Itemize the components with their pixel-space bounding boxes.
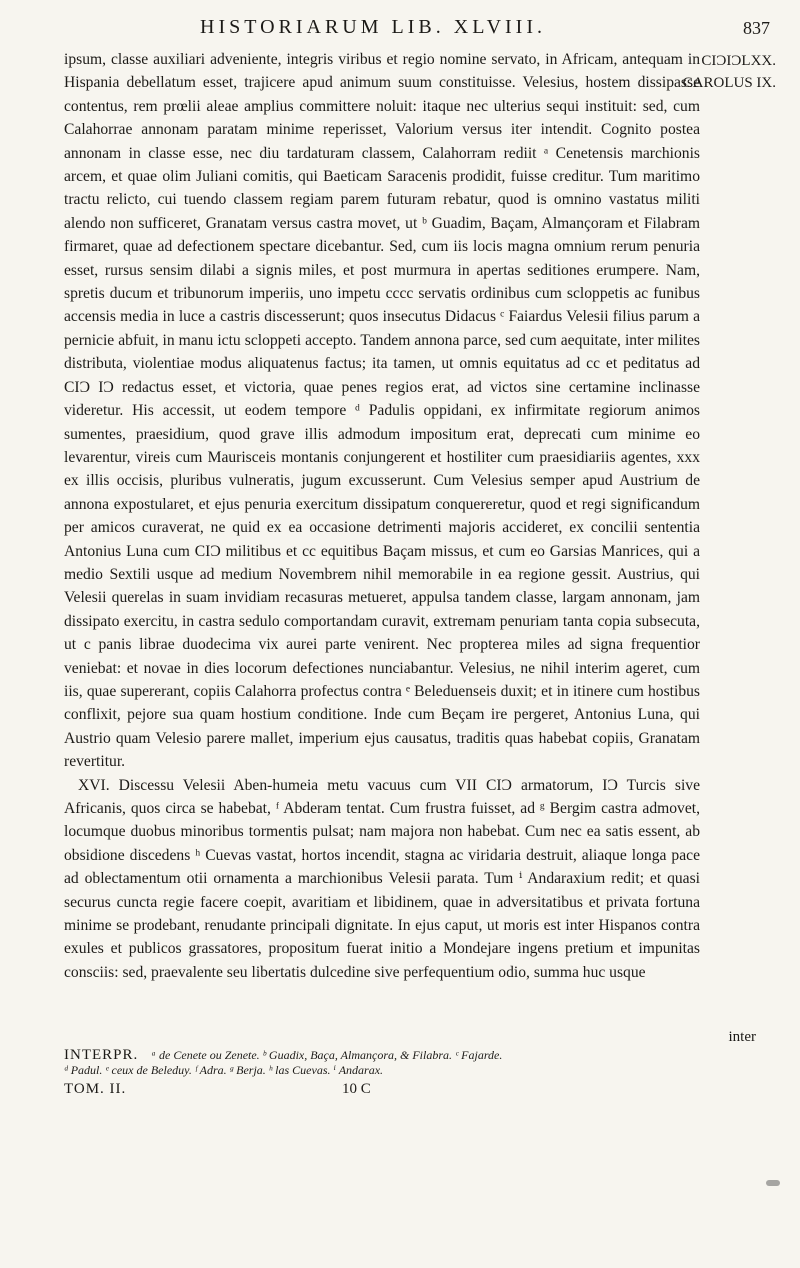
main-text [64, 48, 700, 984]
footnotes-lead: INTERPR. [64, 1047, 139, 1063]
footnotes-line-2: ᵈ Padul. ᵉ ceux de Beleduy. ᶠ Adra. ᵍ Berja. ʰ las Cuevas. ⁱ Andarax. [64, 1063, 384, 1077]
running-title: HISTORIARUM LIB. XLVIII. [200, 16, 546, 38]
footnotes-line-1: ᵃ de Cenete ou Zenete. ᵇ Guadix, Baça, Almançora, & Filabra. ᶜ Fajarde. [151, 1048, 503, 1062]
paragraph-2: XVI. Discessu Velesii Aben-humeia metu vacuus cum VII CIƆ armatorum, IƆ Turcis sive Africanis, quos circa se habebat, ᶠ Abderam tentat. Cum frustra fuisset, ad ᵍ Bergim castra admovet, locumque duobus minoribus tormentis pulsat; nam majora non habebat. Cum nec ea satis essent, ab obsidione discedens ʰ Cuevas vastat, hortos incendit, stagna ac viridaria destruit, aliaque longa pace ad oblectamentum otii ornamenta a marchionibus Velesii parata. Tum ⁱ Andaraxium redit; et quasi securus cuncta regie facere coepit, avaritiam et libidinem, quae in adversitatibus et privata fortuna minime se prodebant, renudante principali dignitate. In ejus caput, ut moris est inter Hispanos contra exules et publicos grassatores, propositum fuerat initio a Mondejare ingens pretium et impunitas consciis: sed, praevalente seu libertatis dulcedine sive perfequentium odio, summa huc usque [64, 776, 700, 981]
page-header [0, 16, 800, 44]
ink-blot [766, 1180, 780, 1186]
paragraph-1: ipsum, classe auxiliari adveniente, integris viribus et regio nomine servato, in Africam, antequam in Hispania debellatum esset, trajicere apud animum suum constituisse. Velesius, hostem dissipasse contentus, rem prœlii aleae amplius committere noluit: itaque nec ulterius sequi instituit: sed, cum Calahorrae annonam paratam minime reperisset, Valorium versus iter intendit. Cognito postea annonam in classe esse, nec diu tardaturam classem, Calahorram rediit ᵃ Cenetensis marchionis arcem, et quae olim Juliani comitis, qui Baeticam Saracenis prodidit, fuisse creditur. Tum maritimo tractu relicto, cui tuendo classem regiam parem futuram rebatur, quod is omnino vastatus militi alendo non sufficeret, Granatam versus castra movet, ut ᵇ Guadim, Baçam, Almançoram et Filabram firmaret, quae ad defectionem spectare dicebantur. Sed, cum iis locis magna omnium rerum penuria esset, rursus sensim dilabi a signis miles, et post murmura in apertas seditiones erumpere. Nam, spretis ducum et tribunorum imperiis, uno impetu cccc servatis ordinibus cum scloppetis ac funibus accensis media in luce a castris discesserunt; quos insecutus Didacus ᶜ Faiardus Velesii filius parum a pernicie abfuit, in manu ictu scloppeti accepto. Tandem annona parce, sed cum aequitate, inter milites distributa, violentiae modus aliquatenus factus; ita tamen, ut omnis equitatus ad cc et peditatus ad CIƆ IƆ redactus esset, et victoria, quae penes regios erat, ad victos sine certamine inclinasse videretur. His accessit, ut eodem tempore ᵈ Padulis oppidani, ex infirmitate regiorum animos sumentes, praesidium, quod grave illis admodum impositum erat, deprecati cum minime eo levarentur, vireis cum Maurisceis montanis conjungerent et hostiliter cum praesidiariis agentes, xxx ex illis occisis, pluribus vulneratis, jugum excusserunt. Cum Velesius semper apud Austrium de annona expostularet, et ejus penuria exercitum dissipatum conquereretur, quod et regi significandum per amicos curaverat, ne quid ex ea occasione detrimenti majoris accideret, ex concilii sententia Antonius Luna cum CIƆ militibus et cc equitibus Baçam missus, et cum eo Garsias Manrices, qui a medio Sextili usque ad medium Novembrem nihil memorabile in ea regione gessit. Austrius, qui Velesii querelas in suam invidiam recasuras metueret, appulsa tandem classe, largam annonam, jam dissipato exercitu, in castra sedulo comportandam curavit, extremam penuriam tanta copia subsecuta, ut c panis librae duodecima vix aurei parte venirent. Nec propterea miles ad signa frequentior veniebat: et novae in dies locorum defectiones nunciabantur. Velesius, ne nihil interim ageret, cum iis, quae supererant, copiis Calahorra profectus contra ᵉ Beleduenseis duxit; et in itinere cum hostibus conflixit, pejore sua quam hostium conditione. Inde cum Beçam ire pergeret, Antonius Luna, qui Austrio quam Velesio parere mallet, imperium ejus causatus, traditis quas habebat copiis, Granatam revertitur. [64, 51, 700, 771]
page-number: 837 [743, 18, 770, 38]
signature-line [64, 1081, 744, 1098]
signature-mark: 10 C [342, 1081, 371, 1097]
margin-note-ruler: CAROLUS IX. [682, 75, 776, 91]
margin-note-year: CIƆIƆLXX. [701, 53, 776, 69]
catchword: inter [728, 1029, 756, 1045]
footnotes [64, 1048, 744, 1078]
tome-label: TOM. II. [64, 1081, 127, 1097]
